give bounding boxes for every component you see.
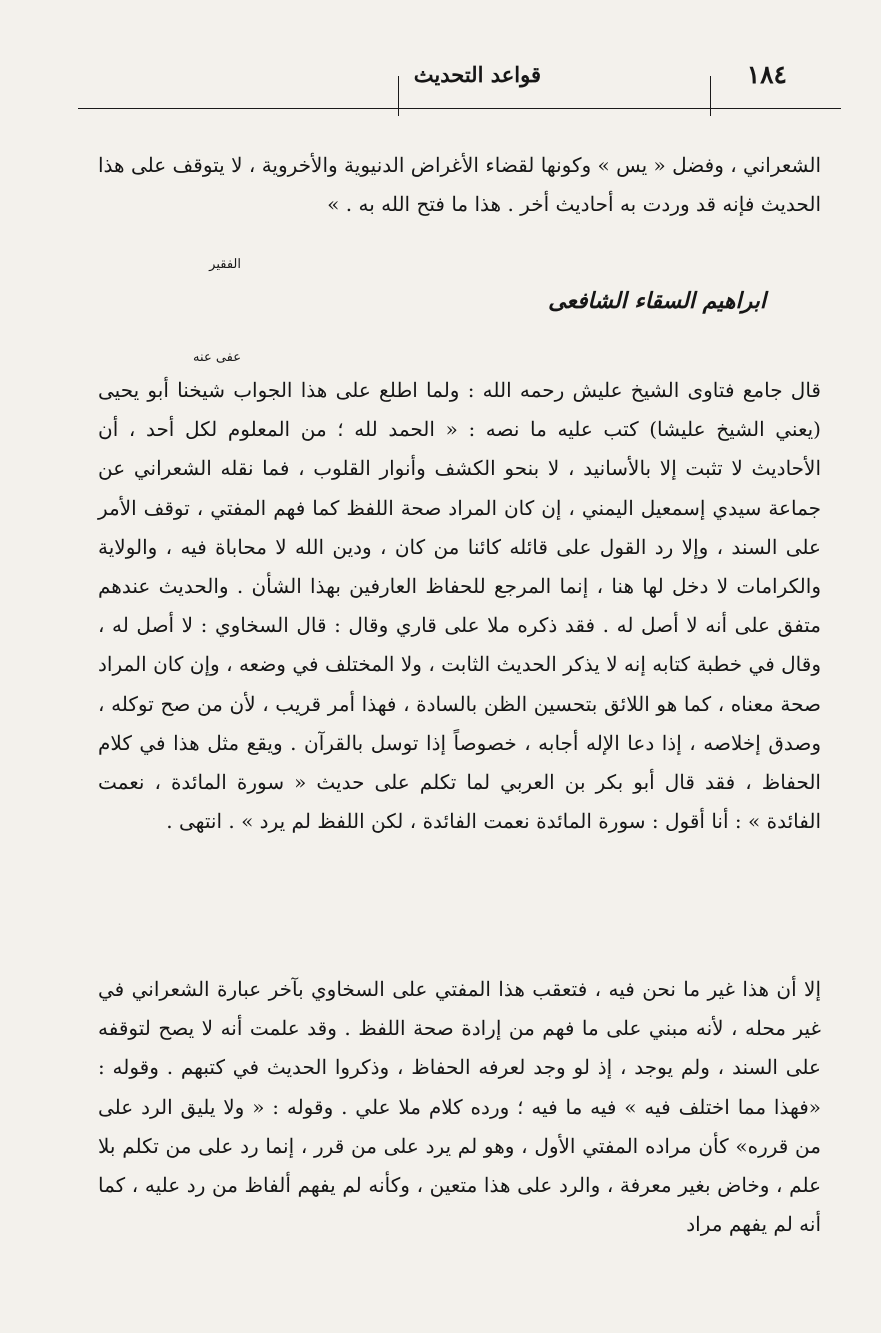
header-divider-right	[710, 76, 711, 116]
header-divider-left	[398, 76, 399, 116]
page-number: ١٨٤	[746, 60, 787, 89]
paragraph-1: الشعراني ، وفضل « يس » وكونها لقضاء الأغراض الدنيوية والأخروية ، لا يتوقف على هذا الحديث فإنه قد وردت به أحاديث أخر . هذا ما فتح الله به . »	[98, 153, 821, 217]
signature-closing: عفى عنه	[193, 350, 241, 365]
running-title: قواعد التحديث	[413, 62, 541, 87]
paragraph-2: قال جامع فتاوى الشيخ عليش رحمه الله : ولما اطلع على هذا الجواب شيخنا أبو يحيى (يعني الشيخ عليشا) كتب عليه ما نصه : « الحمد لله ؛ من المعلوم لكل أحد ، أن الأحاديث لا تثبت إلا بالأسانيد ، لا بنحو الكشف وأنوار القلوب ، فما نقله الشعراني عن جماعة سيدي إسمعيل اليمني ، إن كان المراد صحة اللفظ كما فهم المفتي ، توقف الأمر على السند ، وإلا رد القول على قائله كائنا من كان ، ودين الله لا محاباة فيه ، والولاية والكرامات لا دخل لها هنا ، إنما المرجع للحفاظ العارفين بهذا الشأن . والحديث عندهم متفق على أنه لا أصل له . فقد ذكره ملا على قاري وقال : قال السخاوي : لا أصل له ، وقال في خطبة كتابه إنه لا يذكر الحديث الثابت ، ولا المختلف في وضعه ، وإن كان المراد صحة معناه ، كما هو اللائق بتحسين الظن بالسادة ، فهذا أمر قريب ، لأن من صح توكله ، وصدق إخلاصه ، إذا دعا الإله أجابه ، خصوصاً إذا توسل بالقرآن . ويقع مثل هذا في كلام الحفاظ ، فقد قال أبو بكر بن العربي لما تكلم على حديث « سورة المائدة ، نعمت الفائدة » : أنا أقول : سورة المائدة نعمت الفائدة ، لكن اللفظ لم يرد » . انتهى .	[98, 378, 821, 834]
page-header	[78, 60, 841, 104]
paragraph-3: إلا أن هذا غير ما نحن فيه ، فتعقب هذا المفتي على السخاوي بآخر عبارة الشعراني في غير محله ، لأنه مبني على ما فهم من إرادة صحة اللفظ . وقد علمت أنه لا يصح لتوقفه على السند ، ولم يوجد ، إذ لو وجد لعرفه الحفاظ ، وذكروا الحديث في كتبهم . وقوله : «فهذا مما اختلف فيه » فيه ما فيه ؛ ورده كلام ملا علي . وقوله : « ولا يليق الرد على من قرره» كأن مراده المفتي الأول ، وهو لم يرد على من قرر ، إنما رد على من تكلم بلا علم ، وخاض بغير معرفة ، والرد على هذا متعين ، وكأنه لم يفهم ألفاظ من رد عليه ، كما أنه لم يفهم مراد	[98, 977, 822, 1237]
signature-intro: الفقير	[209, 257, 241, 272]
header-rule	[78, 108, 841, 109]
signature-name: ابراهيم السقاء الشافعى	[548, 288, 766, 314]
